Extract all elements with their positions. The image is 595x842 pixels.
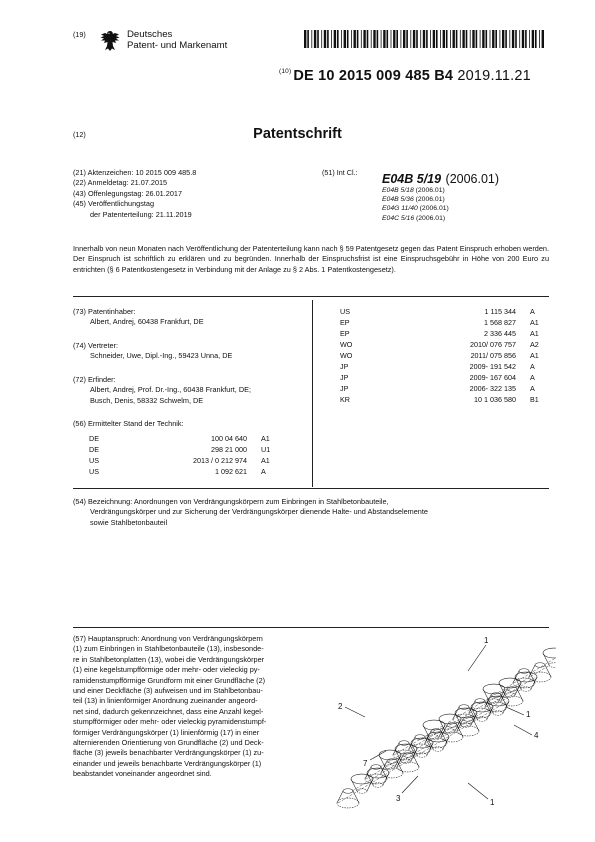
- barcode-bar: [512, 30, 514, 48]
- barcode-bar: [462, 30, 464, 48]
- barcode-bar: [406, 30, 408, 48]
- kind-cell: A1: [261, 456, 270, 465]
- number-cell: 1 092 621: [215, 467, 247, 476]
- application-number: (21) Aktenzeichen: 10 2015 009 485.8: [73, 168, 197, 177]
- barcode-bar: [410, 30, 411, 48]
- displacement-body: [457, 717, 479, 736]
- country-cell: JP: [340, 362, 349, 371]
- ipc-symbol: E04C 5/16: [382, 214, 415, 222]
- table-row: [340, 361, 539, 372]
- inid-19-label: (19): [73, 30, 86, 39]
- barcode-bar: [450, 30, 451, 48]
- barcode-bar: [430, 30, 431, 48]
- barcode-bar: [492, 30, 494, 48]
- inventor-name: Albert, Andrej, Prof. Dr.-Ing., 60438 Frankfurt, DE;: [90, 385, 252, 395]
- barcode-bar: [341, 30, 342, 48]
- bibliographic-data: [73, 168, 196, 220]
- representative: [73, 341, 232, 362]
- barcode-bar: [317, 30, 319, 48]
- displacement-body: [351, 774, 373, 793]
- number-cell: 2 336 445: [484, 329, 516, 338]
- barcode-bar: [363, 30, 365, 48]
- claim-line: re in Stahlbetonplatten (13), wobei die Verdrängungskörper: [73, 654, 265, 664]
- number-cell: 2009- 191 542: [469, 362, 516, 371]
- country-cell: US: [89, 467, 99, 476]
- barcode-bar: [460, 30, 461, 48]
- ipc-version: (2006.01): [416, 214, 446, 222]
- barcode-bar: [381, 30, 382, 48]
- country-cell: JP: [340, 373, 349, 382]
- displacement-bodies-group: [337, 648, 556, 808]
- barcode-bar: [337, 30, 339, 48]
- number-cell: 2009- 167 604: [469, 373, 516, 382]
- main-claim: [73, 634, 266, 780]
- number-cell: 2013 / 0 212 974: [193, 456, 247, 465]
- kind-cell: A2: [530, 340, 539, 349]
- barcode-bar: [502, 30, 504, 48]
- ipc-item: [382, 214, 449, 223]
- table-row: [340, 394, 539, 405]
- claim-line: (1) zum Einbringen in Stahlbetonbauteile (13), insbesonde-: [73, 644, 264, 654]
- number-cell: 2010/ 076 757: [470, 340, 516, 349]
- claim-line: und einer Deckfläche (3) aufweisen und im Stahlbetonbau-: [73, 686, 263, 696]
- table-row: [340, 317, 539, 328]
- number-cell: 2006- 322 135: [469, 384, 516, 393]
- barcode-bar: [420, 30, 421, 48]
- barcode-bar: [383, 30, 385, 48]
- barcode-bar: [519, 30, 520, 48]
- barcode-bar: [525, 30, 527, 48]
- barcode-bar: [486, 30, 488, 48]
- barcode-bar: [495, 30, 497, 48]
- reference-leader-lines: [345, 645, 532, 799]
- barcode-bar: [314, 30, 316, 48]
- ipc-secondary-list: [382, 186, 449, 223]
- barcode-bar: [354, 30, 356, 48]
- barcode-bar: [443, 30, 445, 48]
- country-cell: DE: [89, 434, 99, 443]
- country-cell: EP: [340, 318, 350, 327]
- barcode-bar: [456, 30, 458, 48]
- barcode-bar: [331, 30, 332, 48]
- barcode-bar: [334, 30, 336, 48]
- barcode-bar: [436, 30, 438, 48]
- inid-10-label: (10): [279, 68, 292, 75]
- kind-cell: A: [530, 384, 535, 393]
- barcode-bar: [482, 30, 484, 48]
- reference-numeral: 3: [396, 794, 401, 803]
- publication-date: 2019.11.21: [457, 68, 531, 84]
- publication-number-text: DE 10 2015 009 485 B4: [293, 68, 454, 84]
- spacer-rod: [394, 653, 556, 755]
- int-cl-label: (51) Int Cl.:: [322, 168, 358, 177]
- ipc-item: [382, 195, 449, 204]
- barcode-bar: [321, 30, 322, 48]
- barcode-bar: [391, 30, 392, 48]
- barcode-bar: [453, 30, 455, 48]
- barcode-bar: [466, 30, 468, 48]
- claim-line: net sind, dadurch gekennzeichnet, dass eine Anzahl kegel-: [73, 706, 264, 716]
- barcode-bar: [373, 30, 375, 48]
- country-cell: US: [340, 307, 350, 316]
- table-row: [340, 372, 539, 383]
- kind-cell: A1: [530, 351, 539, 360]
- claim-line: fläche (3) jeweils benachbarter Verdrängungskörper (1) zu-: [73, 748, 264, 758]
- inventors: [73, 375, 251, 406]
- patent-owner-name: Albert, Andrej, 60438 Frankfurt, DE: [90, 317, 204, 327]
- barcode-bar: [304, 30, 306, 48]
- claim-line: einander und jeweils benachbarte Verdrängungskörper (1): [73, 758, 262, 768]
- ipc-version: (2006.01): [415, 196, 445, 204]
- spacer-rod: [366, 677, 536, 779]
- grant-publication-label: (45) Veröffentlichungstag: [73, 199, 154, 209]
- table-row: [340, 339, 539, 350]
- barcode-bar: [401, 30, 402, 48]
- column-divider: [312, 300, 313, 487]
- barcode-bar: [426, 30, 428, 48]
- table-row: [340, 350, 539, 361]
- ipc-version: (2006.01): [419, 205, 449, 213]
- patent-owner-label: (73) Patentinhaber:: [73, 307, 136, 316]
- rule-middle: [73, 488, 549, 489]
- invention-title-line: sowie Stahlbetonbauteil: [90, 517, 168, 527]
- number-cell: 100 04 640: [211, 434, 247, 443]
- kind-cell: A: [530, 307, 535, 316]
- barcode-bar: [446, 30, 448, 48]
- barcode-bar: [416, 30, 418, 48]
- barcode-bar: [532, 30, 534, 48]
- barcode-bar: [470, 30, 471, 48]
- reference-numeral: 7: [363, 759, 368, 768]
- kind-cell: A1: [530, 318, 539, 327]
- barcode-bar: [327, 30, 329, 48]
- barcode-bar: [440, 30, 441, 48]
- barcode-bar: [500, 30, 501, 48]
- rule-bottom: [73, 627, 549, 628]
- barcode-bar: [396, 30, 398, 48]
- barcode-bar: [522, 30, 524, 48]
- barcode-bar: [361, 30, 362, 48]
- federal-eagle-icon: [99, 29, 121, 53]
- claim-line: (1) eine kegelstumpfförmige oder mehr- oder vieleckig py-: [73, 665, 260, 675]
- barcode-bar: [311, 30, 312, 48]
- ipc-item: [382, 204, 449, 213]
- reference-numeral: 4: [534, 731, 539, 740]
- filing-date: (22) Anmeldetag: 21.07.2015: [73, 178, 168, 188]
- representative-label: (74) Vertreter:: [73, 341, 119, 350]
- claim-line: ramidenstumpfförmige Grundform mit einer Grundfläche (2): [73, 675, 266, 685]
- table-row: [89, 433, 270, 444]
- table-row: [340, 328, 539, 339]
- table-row: [89, 455, 270, 466]
- patent-drawing: [318, 633, 556, 818]
- ipc-version: (2006.01): [415, 187, 445, 194]
- spacer-rod: [352, 689, 522, 791]
- kind-cell: U1: [261, 445, 271, 454]
- barcode-bar: [539, 30, 540, 48]
- claim-line: (57) Hauptanspruch: Anordnung von Verdrängungskörpern: [73, 634, 263, 643]
- claim-line: beabstandet voneinander angeordnet sind.: [73, 769, 212, 779]
- barcode-bar: [433, 30, 435, 48]
- spacer-rod: [380, 665, 550, 767]
- number-cell: 1 115 344: [484, 307, 516, 316]
- barcode-bar: [515, 30, 517, 48]
- prior-art-table-left: [89, 433, 270, 477]
- barcode-bar: [367, 30, 369, 48]
- barcode-bar: [371, 30, 372, 48]
- publication-number: [279, 68, 531, 84]
- number-cell: 2011/ 075 856: [470, 351, 516, 360]
- kind-cell: A: [530, 373, 535, 382]
- barcode-bar: [472, 30, 474, 48]
- barcode-bar: [423, 30, 425, 48]
- laid-open-date: (43) Offenlegungstag: 26.01.2017: [73, 188, 182, 198]
- grant-publication-date: der Patenterteilung: 21.11.2019: [90, 209, 192, 219]
- ipc-symbol: E04G 11/40: [382, 205, 418, 213]
- country-cell: WO: [340, 351, 353, 360]
- barcode-bar: [413, 30, 415, 48]
- inventors-label: (72) Erfinder:: [73, 375, 116, 384]
- displacement-body: [483, 684, 505, 703]
- reference-numeral: 1: [526, 710, 531, 719]
- claim-line: förmiger Verdrängungskörper (1) linienförmig (17) in einer: [73, 727, 260, 737]
- kind-cell: A1: [530, 329, 539, 338]
- barcode-bar: [307, 30, 309, 48]
- ipc-symbol: E04B 5/36: [382, 196, 414, 204]
- barcode-bar: [505, 30, 507, 48]
- country-cell: DE: [89, 445, 99, 454]
- barcode-bar: [542, 30, 544, 48]
- table-row: [89, 466, 270, 477]
- kind-cell: A: [261, 467, 266, 476]
- ipc-main-symbol: E04B 5/19: [382, 172, 442, 186]
- country-cell: JP: [340, 384, 349, 393]
- number-cell: 298 21 000: [211, 445, 247, 454]
- kind-cell: A: [530, 362, 535, 371]
- barcode-bar: [490, 30, 491, 48]
- barcode-bar: [535, 30, 537, 48]
- invention-title-line: (54) Bezeichnung: Anordnungen von Verdrängungskörpern zum Einbringen in Stahlbetonbauteile,: [73, 497, 389, 506]
- barcode-bar: [480, 30, 481, 48]
- country-cell: WO: [340, 340, 353, 349]
- country-cell: EP: [340, 329, 350, 338]
- opposition-notice: Innerhalb von neun Monaten nach Veröffentlichung der Patenterteilung kann nach § 59 Patentgesetz gegen das Patent Einspruch erhoben werden. Der Einspruch ist schriftlich zu erklären und zu begründen. Innerhalb der Einspruchsfrist ist eine Einspruchsgebühr in Höhe von 200 Euro zu entrichten (§ 6 Patentkostengesetz in Verbindung mit der Anlage zu § 2 Abs. 1 Patentkostengesetz).: [73, 244, 549, 274]
- barcode-bar: [324, 30, 326, 48]
- invention-title: [73, 497, 428, 528]
- displacement-body: [337, 789, 359, 808]
- claim-line: teil (13) in linienförmiger Anordnung zueinander angeord-: [73, 696, 258, 706]
- patent-owner: [73, 307, 204, 328]
- country-cell: KR: [340, 395, 350, 404]
- number-cell: 10 1 036 580: [474, 395, 516, 404]
- ipc-symbol: E04B 5/18: [382, 187, 414, 194]
- prior-art-label: (56) Ermittelter Stand der Technik:: [73, 419, 184, 428]
- number-cell: 1 568 827: [484, 318, 516, 327]
- inid-12-label: (12): [73, 130, 86, 139]
- reference-numeral: 1: [484, 636, 489, 645]
- office-line-2: Patent- und Markenamt: [127, 39, 228, 51]
- country-cell: US: [89, 456, 99, 465]
- office-line-1: Deutsches: [127, 29, 173, 40]
- barcode-bar: [529, 30, 530, 48]
- claim-line: stumpfförmiger oder mehr- oder vieleckig pyramidenstumpf-: [73, 717, 267, 727]
- representative-name: Schneider, Uwe, Dipl.-Ing., 59423 Unna, DE: [90, 351, 233, 361]
- barcode-bar: [347, 30, 349, 48]
- displacement-body: [423, 720, 445, 739]
- barcode-bar: [357, 30, 359, 48]
- document-type-title: Patentschrift: [253, 126, 342, 142]
- kind-cell: B1: [530, 395, 539, 404]
- barcode-bar: [351, 30, 352, 48]
- barcode-bar: [393, 30, 395, 48]
- table-row: [340, 383, 539, 394]
- barcode: [304, 30, 544, 48]
- barcode-bar: [403, 30, 405, 48]
- rule-top: [73, 296, 549, 297]
- table-row: [340, 306, 539, 317]
- table-row: [89, 444, 270, 455]
- office-name: [127, 30, 227, 51]
- reference-numeral: 1: [490, 798, 495, 807]
- invention-title-line: Verdrängungskörper und zur Sicherung der Verdrängungskörper dienende Halte- und Abstandselemente: [90, 507, 428, 517]
- kind-cell: A1: [261, 434, 270, 443]
- displacement-body: [397, 753, 419, 772]
- barcode-bar: [377, 30, 379, 48]
- prior-art-table-right: [340, 306, 539, 405]
- barcode-bar: [509, 30, 510, 48]
- barcode-bar: [476, 30, 478, 48]
- ipc-item: [382, 186, 449, 195]
- barcode-bar: [344, 30, 346, 48]
- claim-line: alternierenden Orientierung von Grundfläche (2) und Deck-: [73, 738, 264, 748]
- inventor-name: Busch, Denis, 58332 Schwelm, DE: [90, 395, 204, 405]
- barcode-bar: [387, 30, 389, 48]
- ipc-main-version: (2006.01): [445, 172, 500, 186]
- reference-numeral: 2: [338, 702, 343, 711]
